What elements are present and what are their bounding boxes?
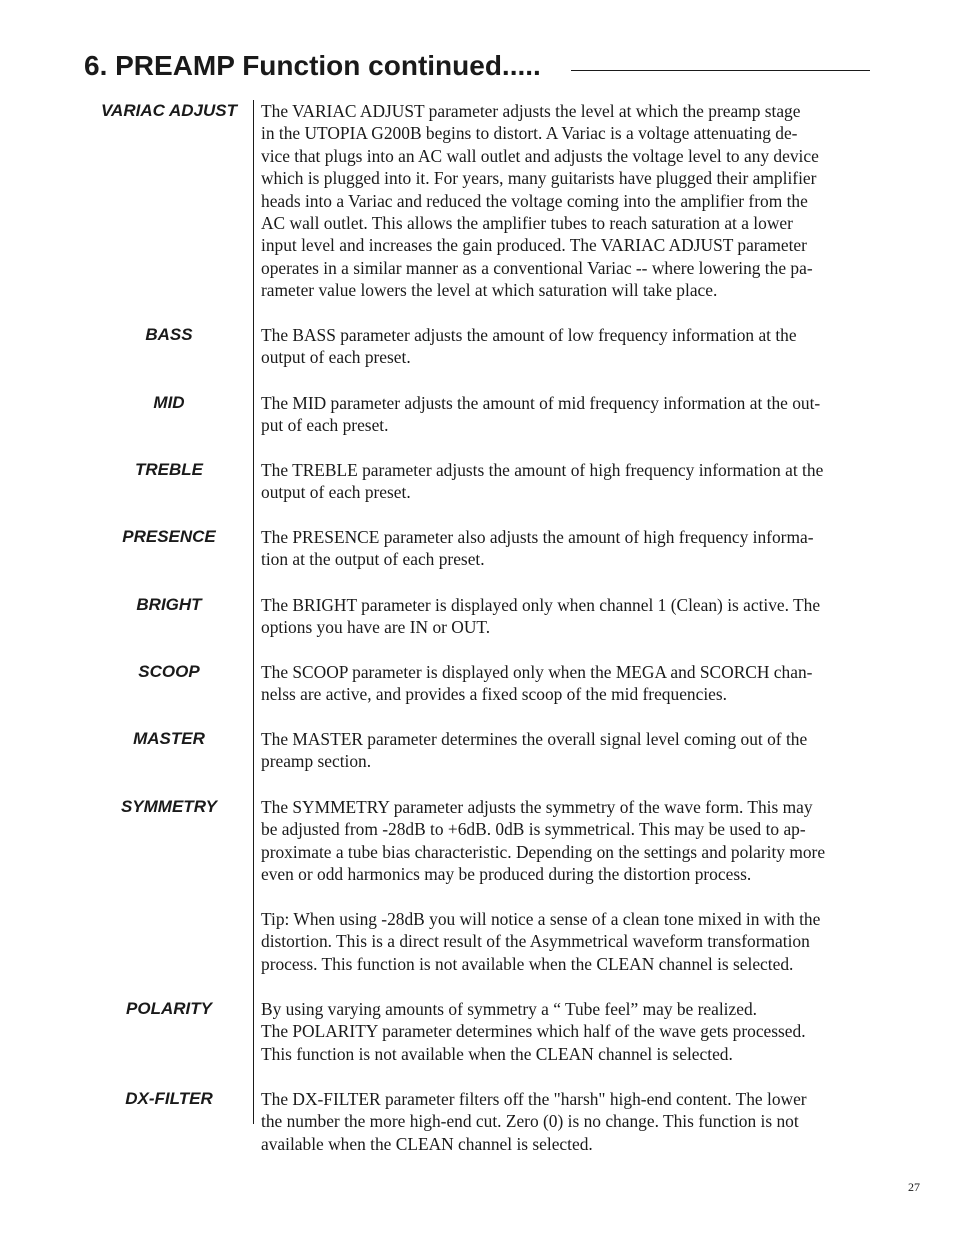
term-master: MASTER [133, 729, 205, 748]
text-line: which is plugged into it. For years, many guitarists have plugged their amplifier [261, 168, 817, 189]
text-line: The PRESENCE parameter also adjusts the amount of high frequency informa- [261, 527, 814, 547]
term-treble: TREBLE [135, 460, 203, 479]
text-line: tion at the output of each preset. [261, 549, 485, 570]
term-symmetry: SYMMETRY [120, 797, 218, 816]
text-line: AC wall outlet. This allows the amplifier tubes to reach saturation at a lower [261, 213, 793, 234]
desc-bass [261, 324, 873, 369]
text-line: The SCOOP parameter is displayed only when the MEGA and SCORCH chan- [261, 662, 813, 682]
desc-symmetry [261, 796, 873, 886]
text-line: nelss are active, and provides a fixed scoop of the mid frequencies. [261, 684, 727, 705]
text-line: The BRIGHT parameter is displayed only when channel 1 (Clean) is active. The [261, 595, 821, 615]
text-line: even or odd harmonics may be produced during the distortion process. [261, 864, 752, 885]
text-line: heads into a Variac and reduced the voltage coming into the amplifier from the [261, 190, 808, 211]
text-line: By using varying amounts of symmetry a “ Tube feel” may be realized. [261, 999, 757, 1019]
text-line: the number the more high-end cut. Zero (0) is no change. This function is not [261, 1111, 799, 1132]
text-line: be adjusted from -28dB to +6dB. 0dB is symmetrical. This may be used to ap- [261, 819, 806, 840]
term-bass: BASS [145, 325, 193, 344]
text-line: proximate a tube bias characteristic. Depending on the settings and polarity more [261, 841, 826, 862]
text-line: The MID parameter adjusts the amount of mid frequency information at the out- [261, 393, 821, 413]
text-line: The VARIAC ADJUST parameter adjusts the level at which the preamp stage [261, 101, 801, 121]
desc-symmetry-tip [261, 908, 873, 975]
text-line: vice that plugs into an AC wall outlet and adjusts the voltage level to any device [261, 145, 819, 166]
desc-dx-filter [261, 1088, 873, 1155]
text-line: process. This function is not available when the CLEAN channel is selected. [261, 953, 794, 974]
desc-bright [261, 594, 873, 639]
term-bright: BRIGHT [136, 595, 202, 614]
text-line: put of each preset. [261, 415, 389, 436]
text-line: output of each preset. [261, 482, 411, 503]
term-dx-filter: DX-FILTER [125, 1089, 213, 1108]
desc-presence [261, 526, 873, 571]
text-line: preamp section. [261, 751, 372, 772]
text-line: available when the CLEAN channel is selected. [261, 1133, 593, 1154]
text-line: output of each preset. [261, 347, 411, 368]
desc-scoop [261, 661, 873, 706]
page-title: 6. PREAMP Function continued..... [84, 50, 541, 81]
text-line: distortion. This is a direct result of the Asymmetrical waveform transformation [261, 931, 810, 952]
text-line: The DX-FILTER parameter filters off the "harsh" high-end content. The lower [261, 1089, 807, 1109]
text-line: options you have are IN or OUT. [261, 617, 491, 638]
term-variac-adjust: VARIAC ADJUST [100, 101, 237, 120]
desc-mid [261, 392, 873, 437]
text-line: The TREBLE parameter adjusts the amount of high frequency information at the [261, 460, 824, 480]
desc-variac-adjust [261, 100, 873, 302]
term-polarity: POLARITY [126, 999, 212, 1018]
text-line: input level and increases the gain produced. The VARIAC ADJUST parameter [261, 235, 807, 256]
desc-master [261, 728, 873, 773]
term-scoop: SCOOP [138, 662, 200, 681]
term-presence: PRESENCE [122, 527, 216, 546]
text-line: The SYMMETRY parameter adjusts the symmetry of the wave form. This may [261, 797, 813, 817]
text-line: in the UTOPIA G200B begins to distort. A Variac is a voltage attenuating de- [261, 123, 798, 144]
text-line: This function is not available when the CLEAN channel is selected. [261, 1043, 733, 1064]
desc-polarity [261, 998, 873, 1065]
page-number: 27 [908, 1180, 920, 1194]
text-line: The BASS parameter adjusts the amount of low frequency information at the [261, 325, 797, 345]
text-line: The POLARITY parameter determines which half of the wave gets processed. [261, 1021, 806, 1042]
term-mid: MID [153, 393, 185, 412]
text-line: operates in a similar manner as a conventional Variac -- where lowering the pa- [261, 257, 813, 278]
text-line: Tip: When using -28dB you will notice a sense of a clean tone mixed in with the [261, 909, 821, 929]
desc-treble [261, 459, 873, 504]
title-rule [571, 70, 870, 71]
text-line: rameter value lowers the level at which saturation will take place. [261, 280, 718, 301]
text-line: The MASTER parameter determines the overall signal level coming out of the [261, 729, 808, 749]
